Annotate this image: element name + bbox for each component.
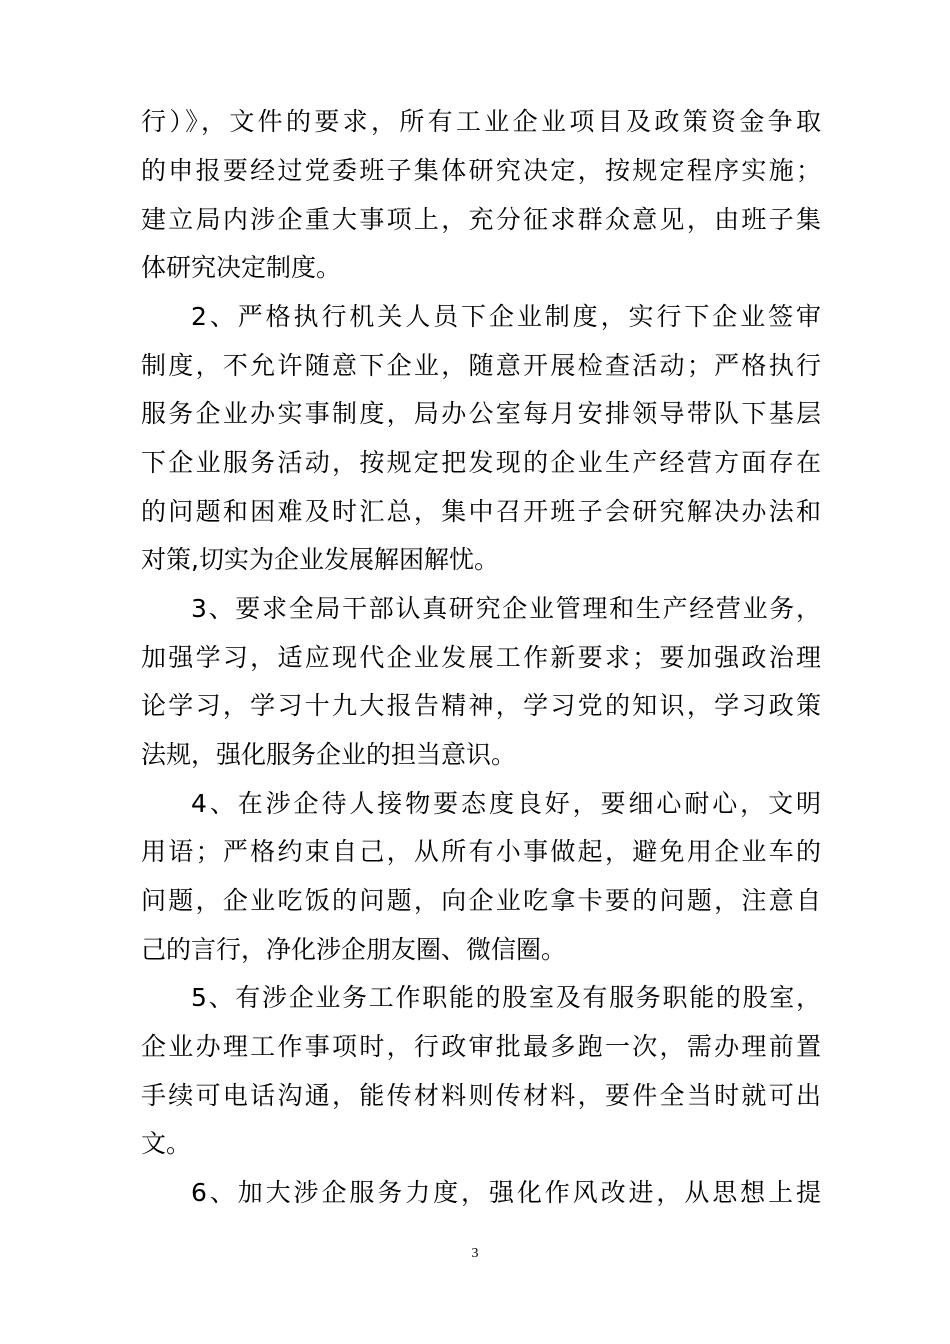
text-line: 制度，不允许随意下企业，随意开展检查活动；严格执行 xyxy=(141,351,821,380)
paragraph-first-line: 5、有涉企业务工作职能的股室及有服务职能的股室， xyxy=(191,983,821,1012)
text-line: 问题，企业吃饭的问题，向企业吃拿卡要的问题，注意自 xyxy=(141,886,821,915)
text-line: 行）》，文件的要求，所有工业企业项目及政策资金争取 xyxy=(141,107,821,136)
paragraph-first-line: 4、在涉企待人接物要态度良好，要细心耐心，文明 xyxy=(191,789,821,818)
text-line: 的问题和困难及时汇总，集中召开班子会研究解决办法和 xyxy=(141,497,821,526)
text-line: 手续可电话沟通，能传材料则传材料，要件全当时就可出 xyxy=(141,1081,821,1110)
text-line: 对策,切实为企业发展解困解忧。 xyxy=(141,545,499,574)
text-line: 法规，强化服务企业的担当意识。 xyxy=(141,740,517,769)
text-line: 下企业服务活动，按规定把发现的企业生产经营方面存在 xyxy=(141,448,821,477)
text-line: 加强学习，适应现代企业发展工作新要求；要加强政治理 xyxy=(141,643,821,672)
text-line: 论学习，学习十九大报告精神，学习党的知识，学习政策 xyxy=(141,691,821,720)
text-line: 的申报要经过党委班子集体研究决定，按规定程序实施； xyxy=(141,156,821,185)
text-line: 服务企业办实事制度，局办公室每月安排领导带队下基层 xyxy=(141,399,821,428)
text-line: 建立局内涉企重大事项上，充分征求群众意见，由班子集 xyxy=(141,205,821,234)
text-line: 文。 xyxy=(141,1129,192,1158)
paragraph-first-line: 2、严格执行机关人员下企业制度，实行下企业签审 xyxy=(191,302,821,331)
text-line: 用语；严格约束自己，从所有小事做起，避免用企业车的 xyxy=(141,837,821,866)
paragraph-first-line: 3、要求全局干部认真研究企业管理和生产经营业务， xyxy=(191,594,821,623)
text-line: 企业办理工作事项时，行政审批最多跑一次，需办理前置 xyxy=(141,1032,821,1061)
paragraph-first-line: 6、加大涉企服务力度，强化作风改进，从思想上提 xyxy=(191,1178,821,1207)
text-line: 体研究决定制度。 xyxy=(141,253,342,282)
text-line: 己的言行，净化涉企朋友圈、微信圈。 xyxy=(141,935,567,964)
page-number: 3 xyxy=(471,1246,479,1261)
